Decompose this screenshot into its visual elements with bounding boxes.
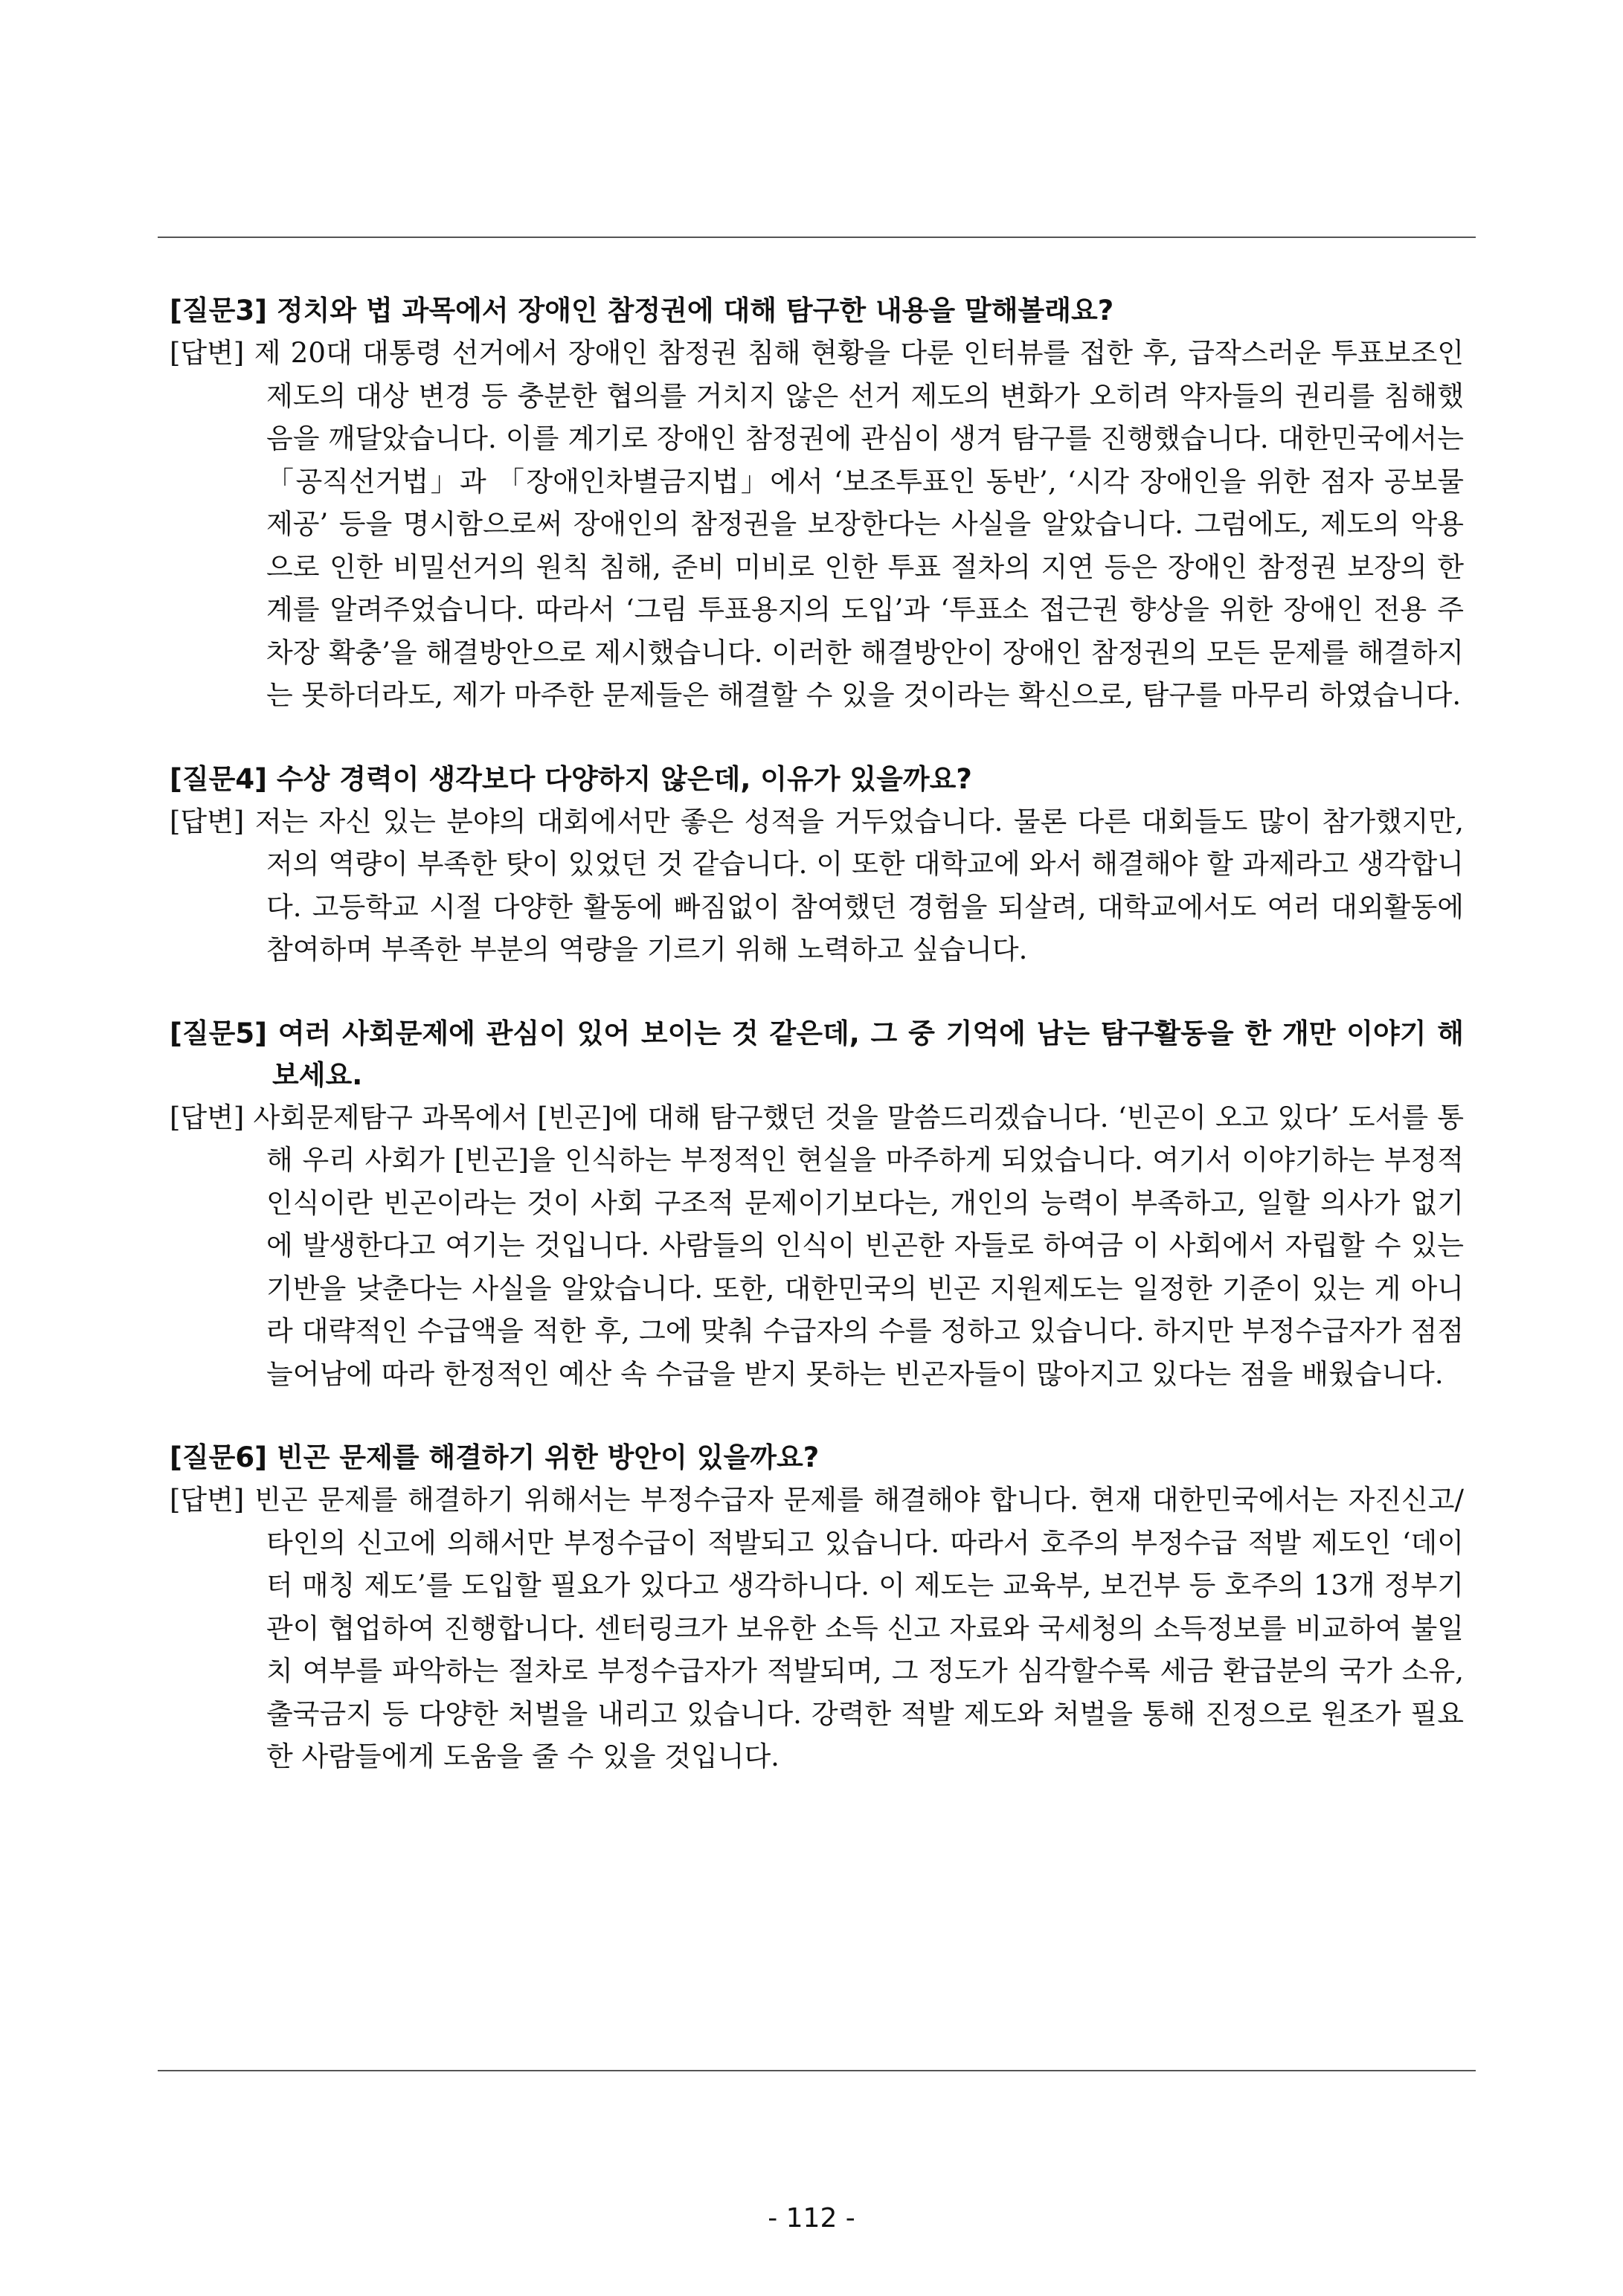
qa-item-6 — [170, 1437, 1464, 1778]
qa-item-3 — [170, 290, 1464, 717]
question-3: [질문3] 정치와 법 과목에서 장애인 참정권에 대해 탐구한 내용을 말해볼래요? — [170, 295, 1114, 327]
question-5: [질문5] 여러 사회문제에 관심이 있어 보이는 것 같은데, 그 중 기억에 남는 탐구활동을 한 개만 이야기 해보세요. — [170, 1017, 1464, 1091]
qa-content — [170, 290, 1464, 1820]
page-number: - 112 - — [768, 2203, 855, 2234]
header-rule — [158, 237, 1476, 238]
question-6: [질문6] 빈곤 문제를 해결하기 위한 방안이 있을까요? — [170, 1441, 820, 1473]
qa-item-4 — [170, 759, 1464, 971]
answer-6: [답변] 빈곤 문제를 해결하기 위해서는 부정수급자 문제를 해결해야 합니다. 현재 대한민국에서는 자진신고/ 타인의 신고에 의해서만 부정수급이 적발되고 있습니다. 따라서 호주의 부정수급 적발 제도인 ‘데이터 매칭 제도’를 도입할 필요가 있다고 생각하니다. 이 제도는 교육부, 보건부 등 호주의 13개 정부기관이 협업하여 진행합니다. 센터링크가 보유한 소득 신고 자료와 국세청의 소득정보를 비교하여 불일치 여부를 파악하는 절차로 부정수급자가 적발되며, 그 정도가 심각할수록 세금 환급분의 국가 소유, 출국금지 등 다양한 처벌을 내리고 있습니다. 강력한 적발 제도와 처벌을 통해 진정으로 원조가 필요한 사람들에게 도움을 줄 수 있을 것입니다. — [170, 1484, 1464, 1772]
answer-3: [답변] 제 20대 대통령 선거에서 장애인 참정권 침해 현황을 다룬 인터뷰를 접한 후, 급작스러운 투표보조인 제도의 대상 변경 등 충분한 협의를 거치지 않은 선거 제도의 변화가 오히려 약자들의 권리를 침해했음을 깨달았습니다. 이를 계기로 장애인 참정권에 관심이 생겨 탐구를 진행했습니다. 대한민국에서는 「공직선거법」과 「장애인차별금지법」에서 ‘보조투표인 동반’, ‘시각 장애인을 위한 점자 공보물 제공’ 등을 명시함으로써 장애인의 참정권을 보장한다는 사실을 알았습니다. 그럼에도, 제도의 악용으로 인한 비밀선거의 원칙 침해, 준비 미비로 인한 투표 절차의 지연 등은 장애인 참정권 보장의 한계를 알려주었습니다. 따라서 ‘그림 투표용지의 도입’과 ‘투표소 접근권 향상을 위한 장애인 전용 주차장 확충’을 해결방안으로 제시했습니다. 이러한 해결방안이 장애인 참정권의 모든 문제를 해결하지는 못하더라도, 제가 마주한 문제들은 해결할 수 있을 것이라는 확신으로, 탐구를 마무리 하였습니다. — [170, 337, 1464, 711]
answer-5: [답변] 사회문제탐구 과목에서 [빈곤]에 대해 탐구했던 것을 말씀드리겠습니다. ‘빈곤이 오고 있다’ 도서를 통해 우리 사회가 [빈곤]을 인식하는 부정적인 현실을 마주하게 되었습니다. 여기서 이야기하는 부정적 인식이란 빈곤이라는 것이 사회 구조적 문제이기보다는, 개인의 능력이 부족하고, 일할 의사가 없기에 발생한다고 여기는 것입니다. 사람들의 인식이 빈곤한 자들로 하여금 이 사회에서 자립할 수 있는 기반을 낮춘다는 사실을 알았습니다. 또한, 대한민국의 빈곤 지원제도는 일정한 기준이 있는 게 아니라 대략적인 수급액을 적한 후, 그에 맞춰 수급자의 수를 정하고 있습니다. 하지만 부정수급자가 점점 늘어남에 따라 한정적인 예산 속 수급을 받지 못하는 빈곤자들이 많아지고 있다는 점을 배웠습니다. — [170, 1101, 1464, 1390]
answer-4: [답변] 저는 자신 있는 분야의 대회에서만 좋은 성적을 거두었습니다. 물론 다른 대회들도 많이 참가했지만, 저의 역량이 부족한 탓이 있었던 것 같습니다. 이 또한 대학교에 와서 해결해야 할 과제라고 생각합니다. 고등학교 시절 다양한 활동에 빠짐없이 참여했던 경험을 되살려, 대학교에서도 여러 대외활동에 참여하며 부족한 부분의 역량을 기르기 위해 노력하고 싶습니다. — [170, 805, 1464, 965]
question-4: [질문4] 수상 경력이 생각보다 다양하지 않은데, 이유가 있을까요? — [170, 762, 972, 795]
qa-item-5 — [170, 1013, 1464, 1396]
footer-rule — [158, 2070, 1476, 2071]
